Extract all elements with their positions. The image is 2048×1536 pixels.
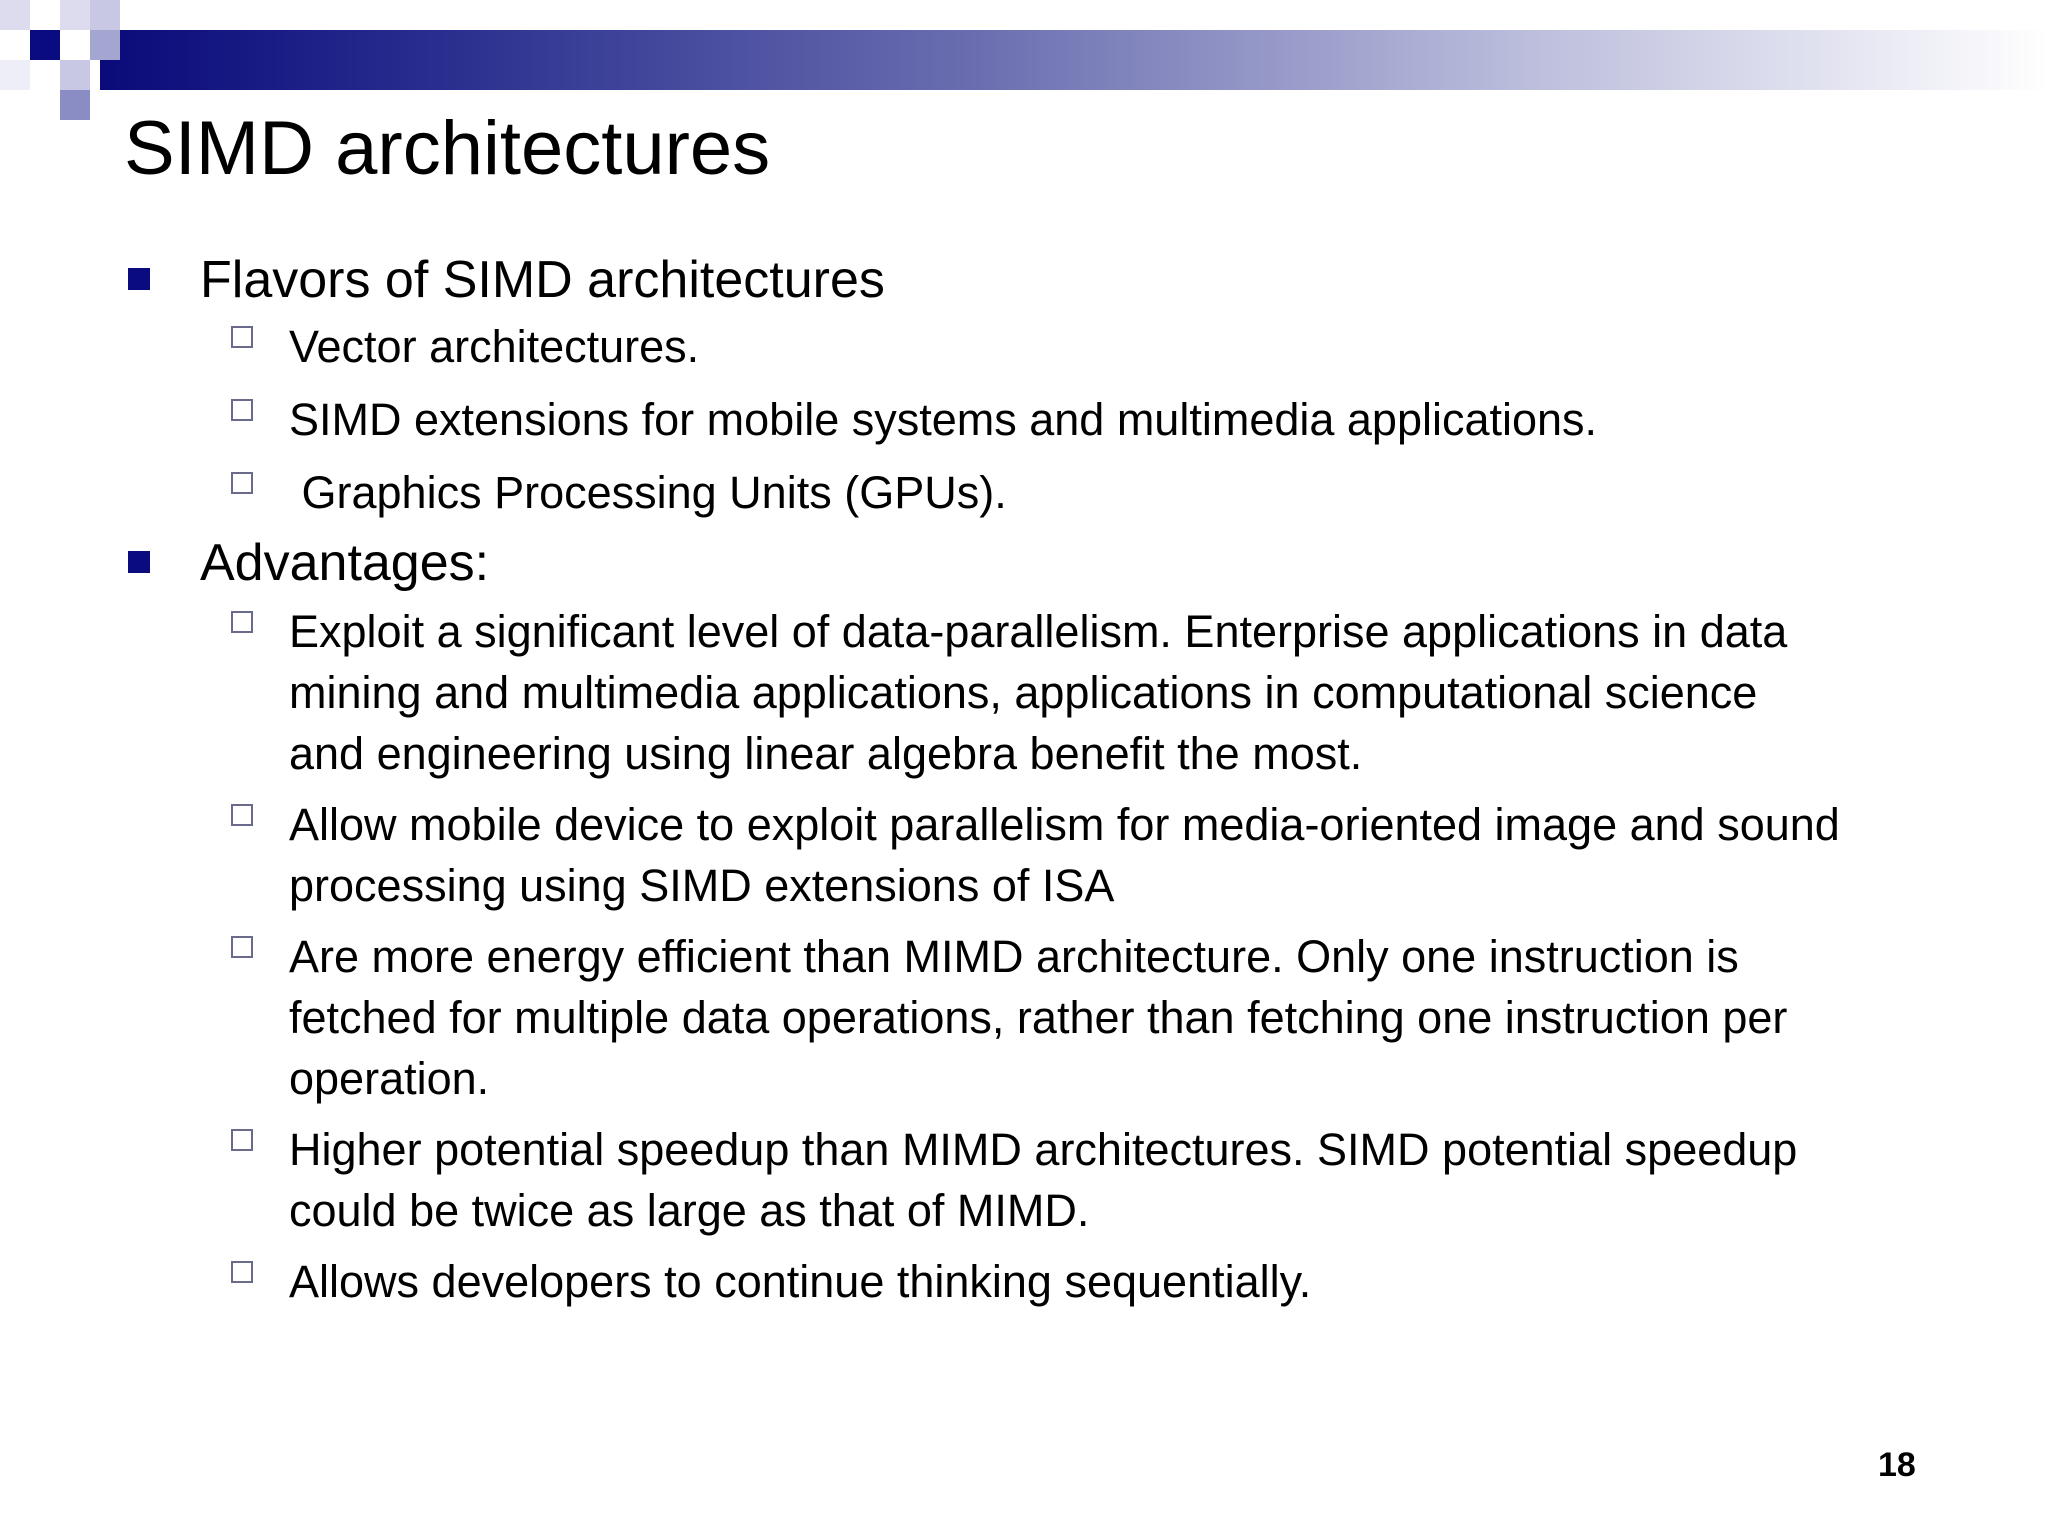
page-number: 18	[1878, 1446, 1916, 1484]
sub-bullet-text: Allow mobile device to exploit parallelism for media-oriented image and sound processing using SIMD extensions of ISA	[289, 799, 1840, 911]
sub-bullet-item	[124, 462, 1844, 523]
bullet-list	[124, 248, 1944, 1312]
hollow-square-bullet-icon	[231, 611, 253, 633]
hollow-square-bullet-icon	[231, 1261, 253, 1283]
bullet-item	[124, 531, 1944, 595]
bullet-text: Flavors of SIMD architectures	[200, 251, 885, 309]
header-decor-square	[0, 0, 30, 30]
sub-bullet-text: Are more energy efficient than MIMD architecture. Only one instruction is fetched for multiple data operations, rather than fetching one instruction per operation.	[289, 931, 1788, 1104]
header-decor-square	[30, 30, 60, 60]
sub-bullet-item	[124, 389, 1844, 450]
sub-bullet-item	[124, 601, 1844, 784]
hollow-square-bullet-icon	[231, 326, 253, 348]
slide-title: SIMD architectures	[124, 106, 771, 191]
sub-bullet-text: Vector architectures.	[289, 321, 700, 372]
sub-bullet-item	[124, 1251, 1844, 1312]
sub-bullet-item	[124, 1119, 1844, 1241]
sub-bullet-text: Exploit a significant level of data-parallelism. Enterprise applications in data mining and multimedia applications, applications in computational science and engineering using linear algebra benefit the most.	[289, 606, 1788, 779]
sub-bullet-text: Graphics Processing Units (GPUs).	[289, 467, 1007, 518]
header-decor-square	[60, 90, 90, 120]
bullet-item	[124, 248, 1944, 312]
sub-bullet-item	[124, 926, 1844, 1109]
hollow-square-bullet-icon	[231, 399, 253, 421]
header-decor-square	[90, 0, 120, 30]
square-bullet-icon	[128, 268, 150, 290]
header-decor-square	[90, 30, 120, 60]
hollow-square-bullet-icon	[231, 936, 253, 958]
hollow-square-bullet-icon	[231, 472, 253, 494]
square-bullet-icon	[128, 551, 150, 573]
header-gradient-bar	[100, 30, 2048, 90]
header-decor-square	[60, 0, 90, 30]
sub-bullet-text: SIMD extensions for mobile systems and multimedia applications.	[289, 394, 1598, 445]
sub-bullet-text: Allows developers to continue thinking sequentially.	[289, 1256, 1312, 1307]
sub-bullet-item	[124, 794, 1844, 916]
bullet-text: Advantages:	[200, 534, 490, 592]
sub-bullet-item	[124, 316, 1844, 377]
header-decor-square	[0, 60, 30, 90]
sub-bullet-text: Higher potential speedup than MIMD architectures. SIMD potential speedup could be twice as large as that of MIMD.	[289, 1124, 1798, 1236]
header-decor-square	[60, 60, 90, 90]
hollow-square-bullet-icon	[231, 1129, 253, 1151]
hollow-square-bullet-icon	[231, 804, 253, 826]
